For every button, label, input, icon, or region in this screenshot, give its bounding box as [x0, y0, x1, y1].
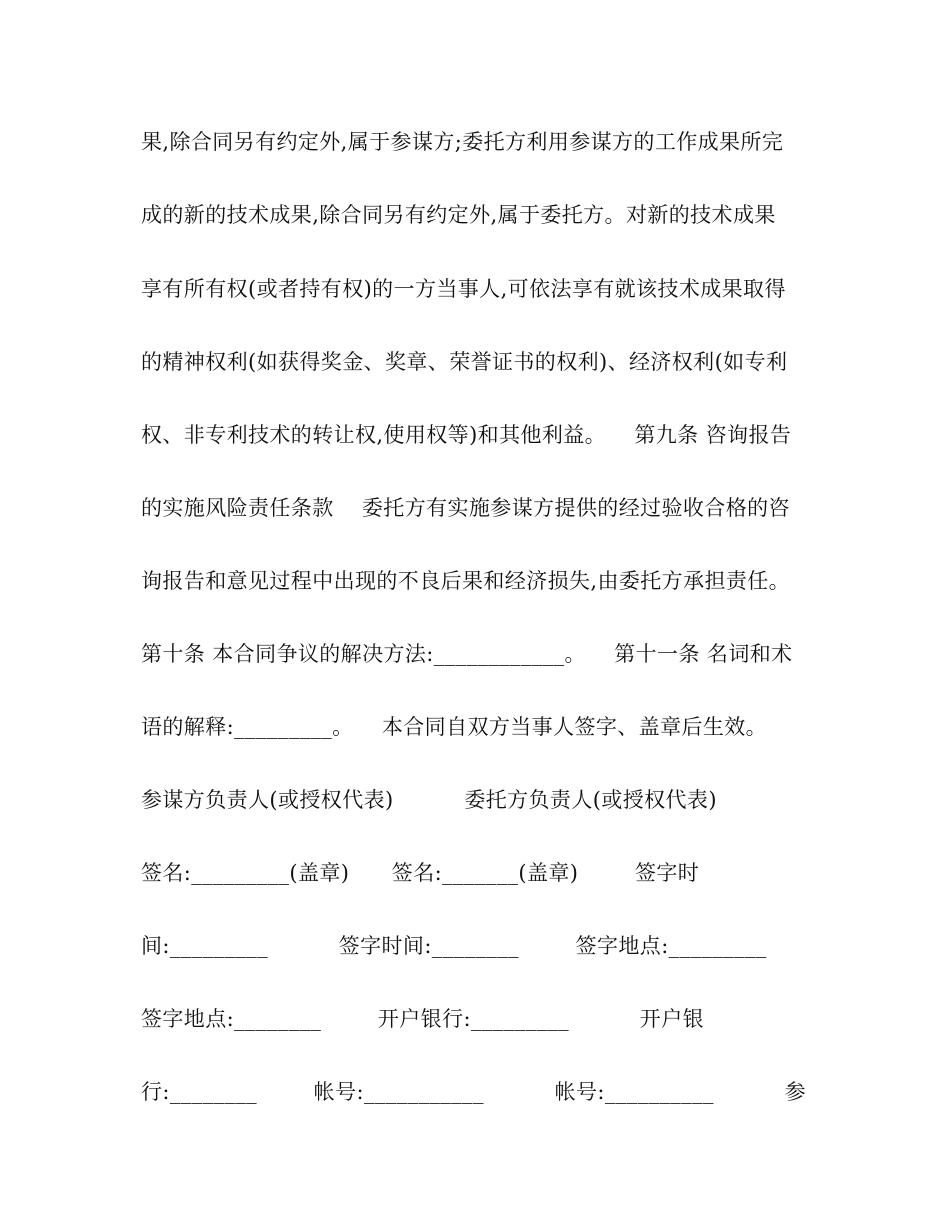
text-line: 的精神权利(如获得奖金、奖章、荣誉证书的权利)、经济权利(如专利 [141, 350, 788, 374]
text-line: 询报告和意见过程中出现的不良后果和经济损失,由委托方承担责任。 [141, 569, 791, 593]
text-line: 参谋方负责人(或授权代表) 委托方负责人(或授权代表) [141, 788, 717, 812]
text-line: 第十条 本合同争议的解决方法:____________。 第十一条 名词和术 [141, 642, 793, 666]
text-line: 果,除合同另有约定外,属于参谋方;委托方利用参谋方的工作成果所完 [141, 130, 784, 154]
text-line: 签字地点:________ 开户银行:_________ 开户银 [141, 1007, 705, 1031]
text-line: 间:_________ 签字时间:________ 签字地点:_________ [141, 934, 767, 958]
text-line: 行:________ 帐号:___________ 帐号:__________ 参 [141, 1080, 807, 1104]
text-line: 成的新的技术成果,除合同另有约定外,属于委托方。对新的技术成果 [141, 203, 776, 227]
text-line: 权、非专利技术的转让权,使用权等)和其他利益。 第九条 咨询报告 [141, 423, 792, 447]
text-line: 的实施风险责任条款 委托方有实施参谋方提供的经过验收合格的咨 [141, 496, 790, 520]
text-line: 享有所有权(或者持有权)的一方当事人,可依法享有就该技术成果取得 [141, 277, 786, 301]
text-line: 语的解释:_________。 本合同自双方当事人签字、盖章后生效。 [141, 715, 768, 739]
text-line: 签名:_________(盖章) 签名:_______(盖章) 签字时 [141, 861, 700, 885]
